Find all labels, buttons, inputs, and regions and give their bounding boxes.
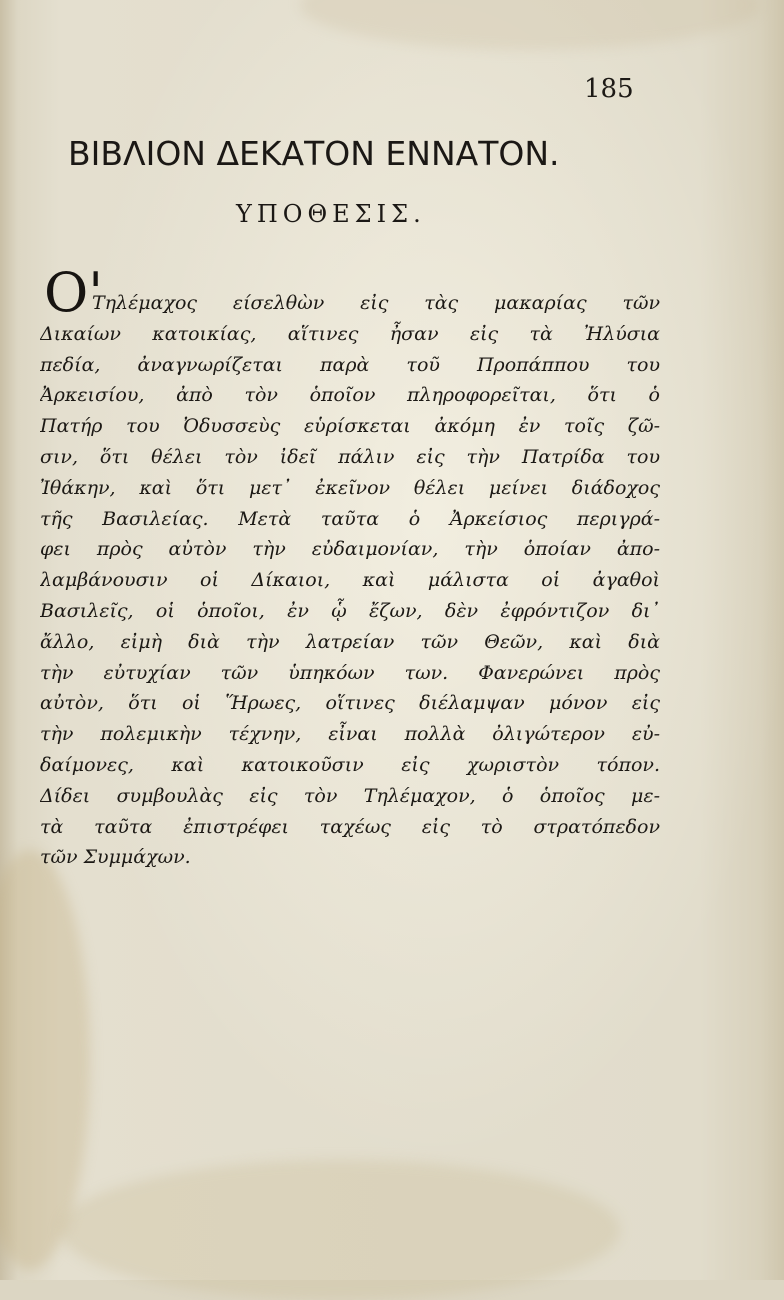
page-title: ΒΙΒΛΙΟΝ ΔΕΚΑΤΟΝ ΕΝΝΑΤΟΝ.	[68, 134, 560, 173]
summary-paragraph	[40, 288, 660, 873]
text-line: πεδία, ἀναγνωρίζεται παρὰ τοῦ Προπάππου του	[40, 353, 660, 376]
drop-cap: Ο'	[44, 261, 104, 324]
text-line: τῆς Βασιλείας. Μετὰ ταῦτα ὁ Ἀρκείσιος περιγρά-	[40, 507, 660, 530]
text-line: τὴν πολεμικὴν τέχνην, εἶναι πολλὰ ὀλιγώτερον εὐ-	[40, 723, 660, 746]
paper-stain	[60, 1160, 620, 1300]
text-line: τῶν Συμμάχων.	[40, 846, 191, 869]
text-line: Δικαίων κατοικίας, αἵτινες ἦσαν εἰς τὰ Ἠλύσια	[40, 322, 660, 345]
page-number: 185	[584, 74, 634, 104]
section-subtitle: ΥΠΟΘΕΣΙΣ.	[236, 200, 426, 228]
text-line: αὐτὸν, ὅτι οἱ Ἥρωες, οἵτινες διέλαμψαν μόνον εἰς	[40, 692, 660, 715]
text-line: φει πρὸς αὐτὸν τὴν εὐδαιμονίαν, τὴν ὁποίαν ἀπο-	[40, 538, 660, 561]
text-line: ἄλλο, εἰμὴ διὰ τὴν λατρείαν τῶν Θεῶν, καὶ διὰ	[40, 630, 660, 653]
text-line: δαίμονες, καὶ κατοικοῦσιν εἰς χωριστὸν τόπον.	[40, 753, 660, 776]
text-line: Ἰθάκην, καὶ ὅτι μετ᾽ ἐκεῖνον θέλει μείνει διάδοχος	[40, 476, 660, 499]
text-line: τὴν εὐτυχίαν τῶν ὑπηκόων των. Φανερώνει πρὸς	[40, 661, 660, 684]
text-line: Βασιλεῖς, οἱ ὁποῖοι, ἐν ᾧ ἔζων, δὲν ἐφρόντιζον δι᾽	[40, 599, 660, 622]
text-line: Δίδει συμβουλὰς εἰς τὸν Τηλέμαχον, ὁ ὁποῖος με-	[40, 784, 660, 807]
text-line: λαμβάνουσιν οἱ Δίκαιοι, καὶ μάλιστα οἱ ἀγαθοὶ	[40, 569, 660, 592]
text-line: Ἀρκεισίου, ἀπὸ τὸν ὁποῖον πληροφορεῖται, ὅτι ὁ	[40, 384, 660, 407]
text-line: Πατήρ του Ὀδυσσεὺς εὑρίσκεται ἀκόμη ἐν τοῖς ζῶ-	[40, 415, 660, 438]
text-line: Τηλέμαχος είσελθὼν εἰς τὰς μακαρίας τῶν	[92, 292, 660, 314]
text-line: τὰ ταῦτα ἐπιστρέφει ταχέως εἰς τὸ στρατόπεδον	[40, 815, 660, 838]
paper-stain	[300, 0, 760, 50]
text-line: σιν, ὅτι θέλει τὸν ἰδεῖ πάλιν εἰς τὴν Πατρίδα του	[40, 445, 660, 468]
